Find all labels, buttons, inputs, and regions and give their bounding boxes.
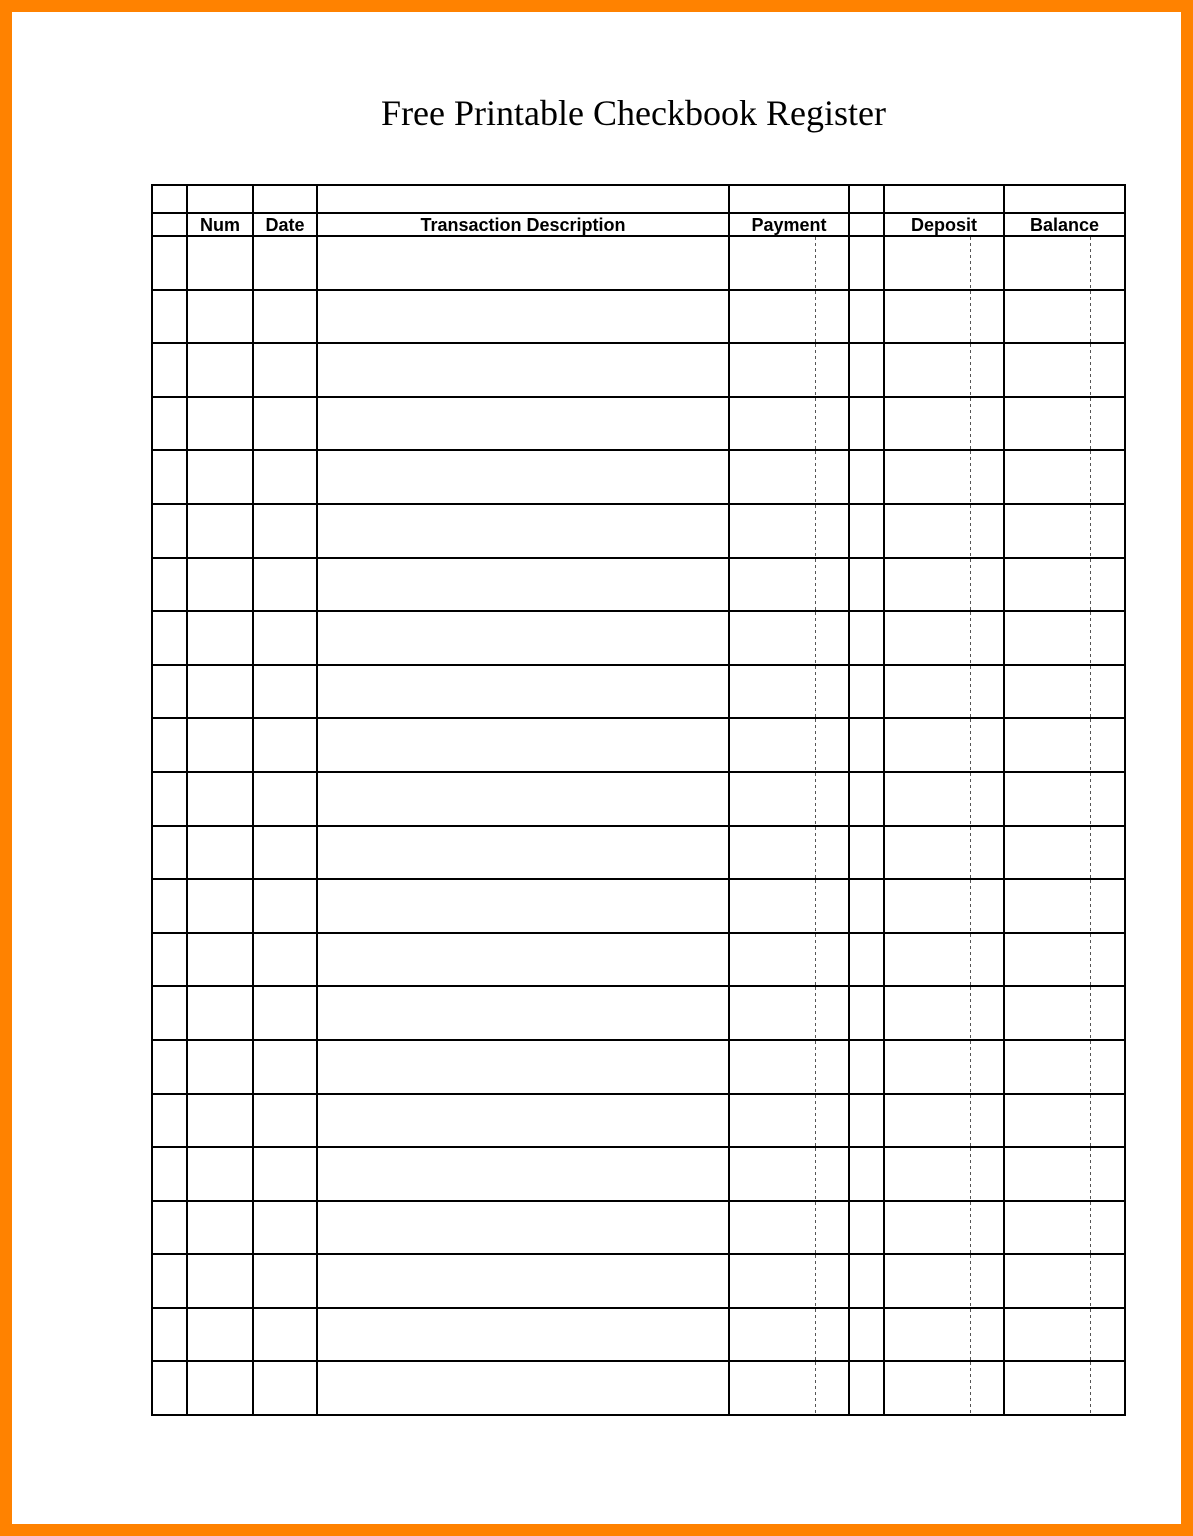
payment-column-header: Payment (729, 213, 849, 236)
register-entry-row (152, 933, 1125, 987)
balance-cell (1004, 718, 1125, 772)
num-cell (187, 290, 253, 344)
deposit-column-header: Deposit (884, 213, 1004, 236)
register-entry-row (152, 826, 1125, 880)
register-entry-row (152, 772, 1125, 826)
date-cell (253, 1201, 317, 1255)
date-cell (253, 933, 317, 987)
mark-cell (152, 290, 187, 344)
payment-cell (729, 1094, 849, 1148)
balance-column-header: Balance (1004, 213, 1125, 236)
deposit-cell (884, 450, 1004, 504)
check-cell (849, 558, 884, 612)
date-cell (253, 1254, 317, 1308)
mark-cell (152, 879, 187, 933)
balance-cell (1004, 450, 1125, 504)
balance-cell (1004, 343, 1125, 397)
register-entry-row (152, 1094, 1125, 1148)
deposit-cell (884, 397, 1004, 451)
date-cell (253, 397, 317, 451)
description-cell (317, 1147, 729, 1201)
deposit-cell (884, 1361, 1004, 1415)
num-cell (187, 826, 253, 880)
deposit-cell (884, 1040, 1004, 1094)
num-cell (187, 236, 253, 290)
deposit-cell (884, 665, 1004, 719)
deposit-cell (884, 558, 1004, 612)
check-cell (849, 1361, 884, 1415)
description-cell (317, 450, 729, 504)
num-cell (187, 1361, 253, 1415)
balance-cell (1004, 933, 1125, 987)
page-title: Free Printable Checkbook Register (381, 93, 886, 133)
check-cell (849, 504, 884, 558)
register-entry-row (152, 1361, 1125, 1415)
payment-cell (729, 290, 849, 344)
balance-cell (1004, 290, 1125, 344)
deposit-cell (884, 1094, 1004, 1148)
check-cell (849, 397, 884, 451)
description-cell (317, 826, 729, 880)
register-entry-row (152, 1308, 1125, 1362)
num-cell (187, 1040, 253, 1094)
balance-cell (1004, 1361, 1125, 1415)
mark-cell (152, 450, 187, 504)
mark-cell (152, 504, 187, 558)
balance-cell (1004, 1308, 1125, 1362)
description-cell (317, 933, 729, 987)
deposit-cell (884, 1308, 1004, 1362)
mark-cell (152, 826, 187, 880)
description-cell (317, 772, 729, 826)
check-cell (849, 1094, 884, 1148)
num-cell (187, 1201, 253, 1255)
deposit-cell (884, 343, 1004, 397)
description-cell (317, 504, 729, 558)
payment-cell (729, 1201, 849, 1255)
payment-cell (729, 826, 849, 880)
description-cell (317, 397, 729, 451)
register-entry-row (152, 397, 1125, 451)
deposit-cell (884, 236, 1004, 290)
register-entry-row (152, 1254, 1125, 1308)
num-cell (187, 986, 253, 1040)
check-cell (849, 290, 884, 344)
num-cell (187, 1308, 253, 1362)
payment-cell (729, 1308, 849, 1362)
check-cell (849, 343, 884, 397)
register-entry-row (152, 290, 1125, 344)
register-entry-row (152, 1201, 1125, 1255)
date-cell (253, 558, 317, 612)
balance-cell (1004, 879, 1125, 933)
balance-cell (1004, 1201, 1125, 1255)
date-cell (253, 343, 317, 397)
register-entry-row (152, 504, 1125, 558)
register-top-row (152, 185, 1125, 213)
num-cell (187, 1254, 253, 1308)
num-cell (187, 1094, 253, 1148)
num-cell (187, 450, 253, 504)
payment-cell (729, 1254, 849, 1308)
num-cell (187, 343, 253, 397)
num-cell (187, 718, 253, 772)
payment-cell (729, 718, 849, 772)
num-cell (187, 611, 253, 665)
num-cell (187, 933, 253, 987)
payment-cell (729, 397, 849, 451)
balance-cell (1004, 1040, 1125, 1094)
deposit-cell (884, 879, 1004, 933)
deposit-cell (884, 504, 1004, 558)
top-cell (884, 185, 1004, 213)
description-cell (317, 879, 729, 933)
deposit-cell (884, 1147, 1004, 1201)
date-cell (253, 1040, 317, 1094)
deposit-cell (884, 611, 1004, 665)
payment-cell (729, 450, 849, 504)
payment-cell (729, 1040, 849, 1094)
num-cell (187, 665, 253, 719)
balance-cell (1004, 772, 1125, 826)
mark-cell (152, 1254, 187, 1308)
register-entry-row (152, 558, 1125, 612)
description-cell (317, 1201, 729, 1255)
date-cell (253, 1147, 317, 1201)
balance-cell (1004, 397, 1125, 451)
balance-cell (1004, 986, 1125, 1040)
mark-cell (152, 665, 187, 719)
payment-cell (729, 1361, 849, 1415)
balance-cell (1004, 826, 1125, 880)
description-cell (317, 290, 729, 344)
check-cell (849, 1040, 884, 1094)
payment-cell (729, 343, 849, 397)
deposit-cell (884, 986, 1004, 1040)
balance-cell (1004, 1254, 1125, 1308)
num-cell (187, 772, 253, 826)
payment-cell (729, 933, 849, 987)
date-cell (253, 986, 317, 1040)
check-cell (849, 879, 884, 933)
balance-cell (1004, 611, 1125, 665)
payment-cell (729, 504, 849, 558)
register-entry-row (152, 879, 1125, 933)
top-cell (152, 185, 187, 213)
description-cell (317, 718, 729, 772)
payment-cell (729, 986, 849, 1040)
check-cell (849, 772, 884, 826)
deposit-cell (884, 1201, 1004, 1255)
balance-cell (1004, 1147, 1125, 1201)
date-cell (253, 826, 317, 880)
deposit-cell (884, 1254, 1004, 1308)
deposit-cell (884, 933, 1004, 987)
mark-cell (152, 343, 187, 397)
balance-cell (1004, 1094, 1125, 1148)
deposit-cell (884, 290, 1004, 344)
payment-cell (729, 1147, 849, 1201)
deposit-cell (884, 772, 1004, 826)
deposit-cell (884, 718, 1004, 772)
register-entry-row (152, 1040, 1125, 1094)
check-column-header (849, 213, 884, 236)
mark-column-header (152, 213, 187, 236)
mark-cell (152, 1094, 187, 1148)
date-cell (253, 504, 317, 558)
num-column-header: Num (187, 213, 253, 236)
check-cell (849, 665, 884, 719)
description-cell (317, 1254, 729, 1308)
description-cell (317, 1308, 729, 1362)
balance-cell (1004, 558, 1125, 612)
date-cell (253, 879, 317, 933)
mark-cell (152, 1308, 187, 1362)
top-cell (253, 185, 317, 213)
mark-cell (152, 236, 187, 290)
balance-cell (1004, 665, 1125, 719)
register-body (152, 185, 1125, 1415)
date-cell (253, 1308, 317, 1362)
description-cell (317, 1040, 729, 1094)
description-cell (317, 986, 729, 1040)
mark-cell (152, 933, 187, 987)
date-cell (253, 611, 317, 665)
description-cell (317, 665, 729, 719)
register-entry-row (152, 1147, 1125, 1201)
num-cell (187, 397, 253, 451)
date-cell (253, 236, 317, 290)
payment-cell (729, 772, 849, 826)
date-cell (253, 290, 317, 344)
payment-cell (729, 558, 849, 612)
top-cell (317, 185, 729, 213)
description-column-header: Transaction Description (317, 213, 729, 236)
date-cell (253, 1361, 317, 1415)
num-cell (187, 879, 253, 933)
check-cell (849, 933, 884, 987)
mark-cell (152, 986, 187, 1040)
description-cell (317, 343, 729, 397)
num-cell (187, 1147, 253, 1201)
payment-cell (729, 665, 849, 719)
deposit-cell (884, 826, 1004, 880)
payment-cell (729, 879, 849, 933)
mark-cell (152, 1147, 187, 1201)
check-cell (849, 1201, 884, 1255)
check-cell (849, 450, 884, 504)
description-cell (317, 558, 729, 612)
register-entry-row (152, 718, 1125, 772)
check-cell (849, 986, 884, 1040)
description-cell (317, 611, 729, 665)
top-cell (1004, 185, 1125, 213)
payment-cell (729, 236, 849, 290)
top-cell (729, 185, 849, 213)
check-cell (849, 718, 884, 772)
register-entry-row (152, 611, 1125, 665)
num-cell (187, 558, 253, 612)
mark-cell (152, 718, 187, 772)
mark-cell (152, 611, 187, 665)
mark-cell (152, 1201, 187, 1255)
date-column-header: Date (253, 213, 317, 236)
mark-cell (152, 1361, 187, 1415)
description-cell (317, 1094, 729, 1148)
mark-cell (152, 397, 187, 451)
date-cell (253, 1094, 317, 1148)
mark-cell (152, 1040, 187, 1094)
date-cell (253, 718, 317, 772)
top-cell (849, 185, 884, 213)
date-cell (253, 450, 317, 504)
description-cell (317, 236, 729, 290)
check-cell (849, 1254, 884, 1308)
register-entry-row (152, 986, 1125, 1040)
date-cell (253, 665, 317, 719)
check-cell (849, 236, 884, 290)
register-entry-row (152, 343, 1125, 397)
check-cell (849, 1147, 884, 1201)
payment-cell (729, 611, 849, 665)
checkbook-register-table (151, 184, 1126, 1416)
register-header-row (152, 213, 1125, 236)
register-entry-row (152, 665, 1125, 719)
balance-cell (1004, 236, 1125, 290)
top-cell (187, 185, 253, 213)
check-cell (849, 1308, 884, 1362)
date-cell (253, 772, 317, 826)
check-cell (849, 611, 884, 665)
mark-cell (152, 558, 187, 612)
balance-cell (1004, 504, 1125, 558)
num-cell (187, 504, 253, 558)
register-entry-row (152, 450, 1125, 504)
mark-cell (152, 772, 187, 826)
register-entry-row (152, 236, 1125, 290)
check-cell (849, 826, 884, 880)
description-cell (317, 1361, 729, 1415)
